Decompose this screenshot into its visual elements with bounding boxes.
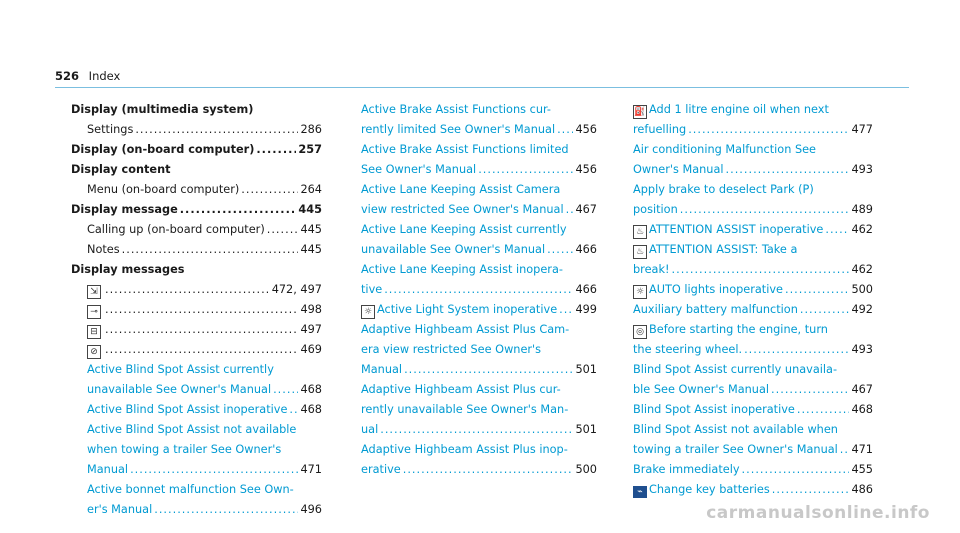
dot-leader (403, 460, 574, 480)
page-ref: 489 (851, 203, 873, 216)
entry-text (633, 480, 770, 500)
dot-leader (478, 160, 573, 180)
entry-label: See Owner's Manual (361, 163, 477, 176)
index-entry[interactable] (633, 120, 873, 140)
page-ref: 264 (300, 183, 322, 196)
fuel-icon: ⊟ (87, 325, 101, 339)
page-ref: 501 (575, 423, 597, 436)
entry-label: rently limited See Owner's Manual (361, 123, 556, 136)
entry-text (87, 220, 265, 240)
index-entry (87, 220, 322, 240)
entry-text (633, 220, 823, 240)
entry-text (361, 280, 382, 300)
index-entry[interactable] (361, 460, 597, 480)
entry-label: ual (361, 423, 379, 436)
page-ref: 498 (300, 303, 322, 316)
entry-label: Active Brake Assist Functions cur- (361, 103, 551, 116)
entry-text (633, 143, 816, 156)
page-ref: 466 (575, 283, 597, 296)
index-entry[interactable] (633, 400, 873, 420)
entry-text (361, 300, 557, 320)
key-battery-icon: ⌁ (633, 486, 647, 498)
page-ref: 496 (300, 503, 322, 516)
dot-leader (680, 200, 850, 220)
entry-text (633, 460, 740, 480)
entry-text (633, 440, 838, 460)
index-entry[interactable] (633, 220, 873, 240)
dot-leader (566, 200, 574, 220)
index-entry[interactable] (361, 300, 597, 320)
page-ref: 445 (300, 243, 322, 256)
index-entry[interactable] (633, 460, 873, 480)
entry-text (71, 103, 253, 116)
index-entry (71, 140, 322, 160)
entry-label: towing a trailer See Owner's Manual (633, 443, 838, 456)
page-ref: 471 (300, 463, 322, 476)
page-ref: 462 (851, 263, 873, 276)
page-ref: 466 (575, 243, 597, 256)
entry-text (71, 140, 254, 160)
entry-text (87, 363, 274, 376)
entry-text (633, 280, 783, 300)
entry-text (633, 423, 838, 436)
page-ref: 492 (851, 303, 873, 316)
page-ref: 497 (300, 323, 322, 336)
entry-text (87, 423, 296, 436)
entry-label: refuelling (633, 123, 687, 136)
index-entry[interactable] (633, 280, 873, 300)
entry-text (361, 403, 568, 416)
page-ref: 493 (851, 343, 873, 356)
entry-text (87, 280, 103, 300)
entry-text (633, 160, 724, 180)
index-entry[interactable] (87, 380, 322, 400)
entry-label: Active Light System inoperative (377, 303, 558, 316)
dot-leader (241, 180, 298, 200)
attention-assist-icon: ♨ (633, 245, 647, 259)
entry-label: Before starting the engine, turn (649, 323, 828, 336)
index-entry[interactable] (361, 180, 597, 200)
index-entry[interactable] (633, 480, 873, 500)
index-entry[interactable] (361, 340, 597, 360)
index-column-1 (71, 100, 322, 520)
entry-text (361, 143, 569, 156)
index-entry[interactable] (87, 360, 322, 380)
dot-leader (825, 220, 849, 240)
index-entry[interactable] (633, 420, 873, 440)
dot-leader (256, 140, 296, 160)
entry-text (633, 200, 678, 220)
entry-text (361, 383, 561, 396)
index-entry (71, 200, 322, 220)
watermark: carmanualsonline.info (706, 503, 930, 523)
dot-leader (384, 280, 573, 300)
index-entry[interactable] (633, 440, 873, 460)
index-entry[interactable] (633, 240, 873, 260)
section-title: Index (88, 69, 121, 83)
entry-text (633, 120, 686, 140)
index-entry[interactable] (633, 200, 873, 220)
entry-text (633, 260, 670, 280)
page-number: 526 (55, 69, 80, 83)
entry-label: Adaptive Highbeam Assist Plus cur- (361, 383, 561, 396)
index-entry[interactable] (633, 160, 873, 180)
index-entry[interactable] (361, 420, 597, 440)
page-ref: 472, 497 (271, 283, 322, 296)
entry-text (633, 380, 769, 400)
entry-text (87, 320, 103, 340)
index-entry[interactable] (361, 280, 597, 300)
dot-leader (289, 400, 298, 420)
entry-text (87, 180, 239, 200)
dot-leader (380, 420, 573, 440)
dot-leader (557, 120, 573, 140)
page-ref: 456 (575, 163, 597, 176)
entry-text (361, 420, 378, 440)
entry-label: Display (multimedia system) (71, 103, 254, 116)
page-ref: 456 (575, 123, 597, 136)
entry-text (361, 103, 551, 116)
entry-label: Display messages (71, 263, 185, 276)
dot-leader (744, 340, 849, 360)
entry-label: Manual (361, 363, 403, 376)
entry-label: Owner's Manual (633, 163, 724, 176)
index-column-2 (361, 100, 597, 480)
entry-label: unavailable See Owner's Manual (361, 243, 546, 256)
dot-leader (800, 300, 850, 320)
entry-label: ATTENTION ASSIST: Take a (649, 243, 798, 256)
dot-leader (154, 500, 298, 520)
entry-label: erative (361, 463, 401, 476)
entry-label: Display (on-board computer) (71, 143, 255, 156)
entry-label: Active Blind Spot Assist inoperative (87, 403, 288, 416)
entry-text (87, 340, 103, 360)
page-ref: 493 (851, 163, 873, 176)
entry-text (633, 183, 814, 196)
entry-text (71, 163, 171, 176)
entry-label: Calling up (on-board computer) (87, 223, 265, 236)
entry-text (361, 443, 568, 456)
entry-text (361, 223, 567, 236)
entry-text (361, 200, 564, 220)
entry-text (361, 120, 555, 140)
entry-text (633, 340, 742, 360)
entry-label: the steering wheel. (633, 343, 743, 356)
entry-text (633, 363, 837, 376)
entry-label: Display message (71, 203, 178, 216)
index-entry[interactable] (633, 320, 873, 340)
index-entry[interactable] (361, 220, 597, 240)
entry-label: Blind Spot Assist not available when (633, 423, 838, 436)
entry-label: ATTENTION ASSIST inoperative (649, 223, 824, 236)
page-ref: 468 (300, 383, 322, 396)
seat-belt-icon: ⇲ (87, 285, 101, 299)
index-entry[interactable] (361, 440, 597, 460)
entry-label: Auxiliary battery malfunction (633, 303, 798, 316)
entry-text (361, 263, 563, 276)
entry-text (87, 443, 281, 456)
dot-leader (404, 360, 573, 380)
index-entry[interactable] (361, 240, 597, 260)
page-ref: 468 (300, 403, 322, 416)
index-entry (87, 180, 322, 200)
entry-text (87, 500, 152, 520)
dot-leader (726, 160, 850, 180)
entry-label: Add 1 litre engine oil when next (649, 103, 829, 116)
entry-text (361, 460, 401, 480)
index-entry[interactable] (633, 260, 873, 280)
dot-leader (771, 380, 849, 400)
entry-label: Manual (87, 463, 129, 476)
entry-text (633, 400, 795, 420)
entry-text (633, 103, 829, 116)
dot-leader (267, 220, 299, 240)
dot-leader (772, 480, 850, 500)
entry-label: view restricted See Owner's Manual (361, 203, 564, 216)
dot-leader (672, 260, 850, 280)
no-smoking-icon: ⊘ (87, 345, 101, 359)
entry-text (361, 240, 545, 260)
index-entry[interactable] (87, 400, 322, 420)
index-entry[interactable] (87, 420, 322, 440)
entry-label: Adaptive Highbeam Assist Plus inop- (361, 443, 568, 456)
oil-can-icon: ⛽ (634, 107, 646, 117)
entry-text (633, 323, 828, 336)
dot-leader (273, 380, 298, 400)
attention-assist-icon: ♨ (633, 225, 647, 239)
entry-label: unavailable See Owner's Manual (87, 383, 272, 396)
entry-text (71, 263, 184, 276)
entry-label: ble See Owner's Manual (633, 383, 770, 396)
entry-label: Active bonnet malfunction See Own- (87, 483, 294, 496)
entry-text (633, 300, 798, 320)
page-ref: 445 (298, 203, 322, 216)
entry-text (87, 400, 287, 420)
entry-label: Active Lane Keeping Assist Camera (361, 183, 561, 196)
index-entry[interactable] (361, 120, 597, 140)
entry-label: Apply brake to deselect Park (P) (633, 183, 814, 196)
entry-label: tive (361, 283, 383, 296)
page-ref: 467 (851, 383, 873, 396)
index-entry (71, 160, 322, 180)
entry-text (633, 243, 797, 256)
index-entry[interactable] (361, 140, 597, 160)
entry-text (87, 240, 120, 260)
light-icon: ☼ (633, 285, 647, 299)
index-entry[interactable] (361, 160, 597, 180)
dot-leader (785, 280, 849, 300)
index-entry[interactable] (633, 380, 873, 400)
page-ref: 471 (851, 443, 873, 456)
index-entry[interactable] (633, 340, 873, 360)
entry-label: Settings (87, 123, 134, 136)
page-ref: 257 (298, 143, 322, 156)
page-ref: 499 (575, 303, 597, 316)
entry-label: Active Blind Spot Assist not available (87, 423, 297, 436)
index-entry (87, 240, 322, 260)
entry-text (361, 323, 569, 336)
dot-leader (559, 300, 573, 320)
entry-label: Air conditioning Malfunction See (633, 143, 817, 156)
dot-leader (840, 440, 850, 460)
page-ref: 469 (300, 343, 322, 356)
entry-text (361, 360, 402, 380)
page-ref: 286 (300, 123, 322, 136)
entry-label: Active Lane Keeping Assist inopera- (361, 263, 563, 276)
entry-label: Menu (on-board computer) (87, 183, 240, 196)
dot-leader (122, 240, 299, 260)
index-entry (87, 340, 322, 360)
index-entry[interactable] (361, 100, 597, 120)
index-entry[interactable] (361, 380, 597, 400)
entry-label: Active Blind Spot Assist currently (87, 363, 274, 376)
index-entry[interactable] (633, 100, 873, 120)
index-entry[interactable] (633, 300, 873, 320)
dot-leader (180, 200, 297, 220)
entry-text (87, 300, 103, 320)
entry-text (87, 460, 128, 480)
car-key-icon: ⊸ (87, 305, 101, 319)
page-ref: 501 (575, 363, 597, 376)
entry-text (361, 343, 541, 356)
page-ref: 462 (851, 223, 873, 236)
page-ref: 500 (851, 283, 873, 296)
entry-label: when towing a trailer See Owner's (87, 443, 282, 456)
entry-label: Blind Spot Assist inoperative (633, 403, 795, 416)
entry-text (87, 380, 271, 400)
dot-leader (742, 460, 850, 480)
index-entry[interactable] (361, 360, 597, 380)
dot-leader (135, 120, 298, 140)
page-ref: 477 (851, 123, 873, 136)
entry-label: Active Lane Keeping Assist currently (361, 223, 567, 236)
entry-label: Adaptive Highbeam Assist Plus Cam- (361, 323, 570, 336)
index-entry[interactable] (361, 400, 597, 420)
dot-leader (105, 300, 298, 320)
page-ref: 445 (300, 223, 322, 236)
entry-text (87, 120, 133, 140)
entry-label: Change key batteries (649, 483, 770, 496)
index-entry[interactable] (633, 140, 873, 160)
entry-label: Display content (71, 163, 171, 176)
index-entry[interactable] (633, 180, 873, 200)
index-entry (87, 300, 322, 320)
index-entry[interactable] (87, 460, 322, 480)
index-entry (87, 320, 322, 340)
page-ref: 467 (575, 203, 597, 216)
index-entry (71, 260, 322, 280)
index-entry (71, 100, 322, 120)
dot-leader (547, 240, 573, 260)
index-entry[interactable] (87, 500, 322, 520)
entry-label: Blind Spot Assist currently unavaila- (633, 363, 838, 376)
entry-label: AUTO lights inoperative (649, 283, 783, 296)
entry-text (87, 483, 294, 496)
dot-leader (105, 340, 298, 360)
page-ref: 468 (851, 403, 873, 416)
index-entry[interactable] (361, 260, 597, 280)
entry-text (71, 200, 178, 220)
index-entry[interactable] (87, 480, 322, 500)
page-ref: 500 (575, 463, 597, 476)
light-icon: ☼ (361, 305, 375, 319)
dot-leader (105, 320, 298, 340)
dot-leader (688, 120, 849, 140)
entry-label: er's Manual (87, 503, 153, 516)
steering-wheel-icon: ◎ (633, 325, 647, 339)
entry-label: rently unavailable See Owner's Man- (361, 403, 569, 416)
entry-label: era view restricted See Owner's (361, 343, 542, 356)
index-entry[interactable] (87, 440, 322, 460)
entry-text (361, 183, 560, 196)
index-entry[interactable] (633, 360, 873, 380)
entry-text (361, 160, 476, 180)
entry-label: Active Brake Assist Functions limited (361, 143, 569, 156)
page-ref: 486 (851, 483, 873, 496)
index-entry (87, 280, 322, 300)
index-entry (87, 120, 322, 140)
entry-label: position (633, 203, 678, 216)
dot-leader (130, 460, 298, 480)
entry-label: Brake immediately (633, 463, 740, 476)
entry-label: break! (633, 263, 670, 276)
index-column-3 (633, 100, 873, 500)
index-entry[interactable] (361, 200, 597, 220)
page-ref: 455 (851, 463, 873, 476)
entry-label: Notes (87, 243, 120, 256)
header-divider (55, 87, 909, 88)
page-header (55, 69, 120, 83)
dot-leader (797, 400, 850, 420)
index-entry[interactable] (361, 320, 597, 340)
dot-leader (105, 280, 270, 300)
